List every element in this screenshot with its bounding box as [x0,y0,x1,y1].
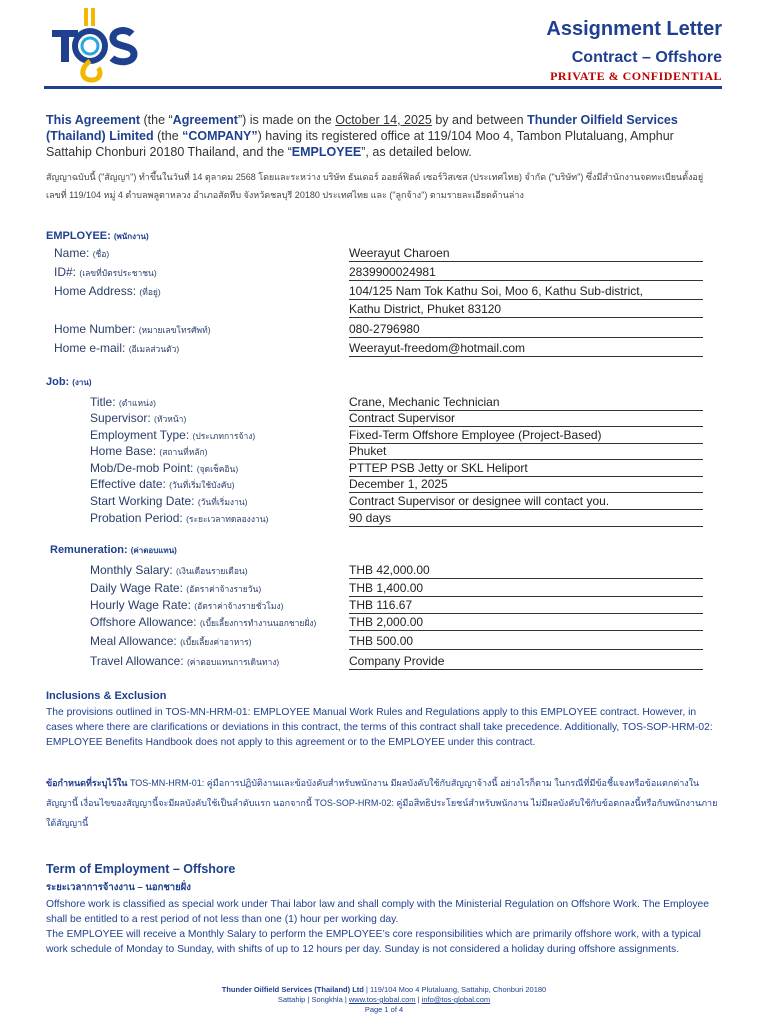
field-label [90,477,235,492]
footer-address: | 119/104 Moo 4 Plutaluang, Sattahip, Chonburi 20180 [363,985,547,994]
field-label-text: Hourly Wage Rate: [90,598,191,612]
employee-section-heading [46,230,149,243]
document-subtitle: Contract – Offshore [571,49,722,66]
company-logo [50,8,160,83]
field-label-thai: (หัวหน้า) [154,414,187,424]
intro-text: (the [153,129,183,143]
field-value: THB 1,400.00 [349,581,703,597]
footer-locations: Sattahip | Songkhla | [277,995,349,1004]
field-label-thai: (ชื่อ) [92,249,110,259]
job-section-heading [46,376,92,389]
field-label [54,246,109,261]
field-label [90,654,279,669]
field-value: 080-2796980 [349,322,703,338]
field-label-thai: (ประเภทการจ้าง) [192,431,256,441]
field-label-text: Offshore Allowance: [90,615,197,629]
field-label-text: Travel Allowance: [90,654,184,668]
field-value: Phuket [349,444,703,460]
field-label-thai: (สถานที่หลัก) [159,447,208,457]
field-label [90,395,156,410]
field-value: 90 days [349,511,703,527]
field-label-text: Home Base: [90,444,157,458]
field-label [54,284,161,299]
term-heading: Term of Employment – Offshore [46,862,236,876]
page-footer [0,985,768,1015]
footer-website-link[interactable]: www.tos-global.com [348,995,416,1004]
field-label [54,322,211,337]
confidential-label: PRIVATE & CONFIDENTIAL [550,69,722,83]
job-heading-thai: (งาน) [72,378,92,387]
field-label [90,461,238,476]
field-label [90,511,268,526]
term-paragraph-2: The EMPLOYEE will receive a Monthly Salary to perform the EMPLOYEE’s core responsibilities which are primarily offshore work, with a typical work schedule of Monday to Sunday, with shifts of up to 12 hours per day. Sunday is not considered a holiday during offshore assignments. [46,929,701,955]
term-paragraph-1: Offshore work is classified as special work under Thai labor law and shall comply with the Ministerial Regulation on Offshore Work. The Employee shall be entitled to a rest period of not less than one (1) hour per working day. [46,899,709,925]
field-label-thai: (วันที่เริ่มใช้บังคับ) [169,480,235,490]
employee-alias: EMPLOYEE [291,145,362,159]
document-title: Assignment Letter [546,18,722,40]
remuneration-heading-thai: (ค่าตอบแทน) [130,546,177,555]
field-label [90,581,261,596]
field-label-thai: (ระยะเวลาทดลองงาน) [186,514,269,524]
field-label-text: Home Number: [54,322,136,336]
field-value: 104/125 Nam Tok Kathu Soi, Moo 6, Kathu Sub-district, [349,284,703,300]
intro-text: ”) is made on the [237,113,336,127]
field-label-thai: (อัตราค่าจ้างรายชั่วโมง) [194,601,284,611]
field-value-continued: Kathu District, Phuket 83120 [349,302,703,318]
field-label-thai: (อีเมลส่วนตัว) [128,344,180,354]
field-label [90,428,255,443]
intro-this-agreement: This Agreement [46,113,141,127]
field-value: Crane, Mechanic Technician [349,395,703,411]
field-label [90,444,208,459]
document-title-block [546,18,722,84]
job-heading-text: Job: [46,376,70,388]
field-label [54,265,157,280]
field-label-text: Supervisor: [90,411,151,425]
field-label [54,341,179,356]
term-body [46,897,718,957]
field-label-thai: (ค่าตอบแทนการเดินทาง) [186,657,280,667]
field-value: THB 500.00 [349,634,703,650]
field-label-thai: (เงินเดือนรายเดือน) [176,566,248,576]
logo-graphic [50,8,160,83]
agreement-intro-thai: สัญญาฉบับนี้ ("สัญญา") ทำขึ้นในวันที่ 14 ตุลาคม 2568 โดยและระหว่าง บริษัท ธันเดอร์ ออยล์ฟิลด์ เซอร์วิสเซส (ประเทศไทย) จำกัด ("บริษัท") ซึ่งมีสำนักงานจดทะเบียนตั้งอยู่เลขที่ 119/104 หมู่ 4 ตำบลพลูตาหลวง อำเภอสัตหีบ จังหวัดชลบุรี 20180 ประเทศไทย และ ("ลูกจ้าง") ตามรายละเอียดด้านล่าง [46,172,704,200]
field-label-thai: (เบี้ยเลี้ยงค่าอาหาร) [180,637,252,647]
field-label-thai: (วันที่เริ่มงาน) [197,497,248,507]
field-value: Company Provide [349,654,703,670]
field-label-text: Meal Allowance: [90,634,177,648]
field-value: 2839900024981 [349,265,703,281]
field-label-text: Home e-mail: [54,341,126,355]
field-label-thai: (ที่อยู่) [139,287,161,297]
inclusions-thai-lead: ข้อกำหนดที่ระบุไว้ใน [46,778,128,788]
field-label-thai: (จุดเช็คอิน) [196,464,239,474]
field-label-text: Probation Period: [90,511,183,525]
inclusions-heading: Inclusions & Exclusion [46,690,167,702]
field-label [90,598,283,613]
field-label-thai: (อัตราค่าจ้างรายวัน) [186,584,262,594]
field-label-thai: (หมายเลขโทรศัพท์) [138,325,211,335]
field-value: Fixed-Term Offshore Employee (Project-Based) [349,428,703,444]
field-label-text: ID#: [54,265,77,279]
field-label-text: Effective date: [90,477,166,491]
company-alias: “COMPANY” [182,129,258,143]
field-label-text: Employment Type: [90,428,190,442]
employee-heading-text: EMPLOYEE: [46,230,111,242]
field-value: PTTEP PSB Jetty or SKL Heliport [349,461,703,477]
field-label-text: Home Address: [54,284,137,298]
remuneration-heading-text: Remuneration: [50,544,128,556]
field-label-text: Title: [90,395,116,409]
field-value: Contract Supervisor [349,411,703,427]
field-value: Weerayut Charoen [349,246,703,262]
field-value: December 1, 2025 [349,477,703,493]
field-label-text: Monthly Salary: [90,563,173,577]
footer-separator: | [415,995,422,1004]
field-value: Weerayut-freedom@hotmail.com [349,341,703,357]
field-value: THB 116.67 [349,598,703,614]
remuneration-section-heading [50,544,177,557]
footer-contact-line [0,995,768,1005]
employee-heading-thai: (พนักงาน) [113,232,149,241]
footer-email-link[interactable]: info@tos-global.com [421,995,491,1004]
field-label-text: Start Working Date: [90,494,195,508]
intro-text: ”, as detailed below. [361,145,472,159]
header-divider [44,86,722,89]
field-label [90,634,252,649]
term-heading-thai: ระยะเวลาการจ้างงาน – นอกชายฝั่ง [46,882,191,893]
intro-text: (the “ [140,113,173,127]
field-label [90,494,247,509]
footer-company: Thunder Oilfield Services (Thailand) Ltd [221,985,364,994]
field-value: THB 42,000.00 [349,563,703,579]
intro-text: ) having its registered office at 119/104 Moo 4, Tambon Plutaluang, Amphur Sattahip Chonburi 20180 Thailand, and the “ [46,129,674,159]
agreement-intro [46,112,716,160]
field-label-thai: (เลขที่บัตรประชาชน) [79,268,157,278]
field-label [90,563,248,578]
field-label-thai: (ตำแหน่ง) [118,398,156,408]
intro-agreement-term: Agreement [172,113,238,127]
field-label-thai: (เบี้ยเลี้ยงการทำงานนอกชายฝั่ง) [199,618,317,628]
inclusions-body: The provisions outlined in TOS-MN-HRM-01: EMPLOYEE Manual Work Rules and Regulations apply to this EMPLOYEE contract. However, in cases where there are clarifications or deviations in this contract, the terms of this contract shall take precedence. Additionally, TOS-SOP-HRM-02: EMPLOYEE Benefits Handbook does not apply to this agreement or to the EMPLOYEE under this contract. [46,707,713,748]
agreement-date: October 14, 2025 [335,113,432,127]
field-value: Contract Supervisor or designee will contact you. [349,494,703,510]
footer-address-line [0,985,768,995]
field-label-text: Name: [54,246,90,260]
field-label [90,615,316,630]
field-label [90,411,186,426]
page-number: Page 1 of 4 [364,1005,404,1014]
inclusions-thai [46,773,718,833]
company-name: Thunder Oilfield Services (Thailand) Limited [46,113,678,143]
intro-text: by and between [431,113,528,127]
field-label-text: Mob/De-mob Point: [90,461,194,475]
inclusions-thai-text: TOS-MN-HRM-01: คู่มือการปฏิบัติงานและข้อบังคับสำหรับพนักงาน มีผลบังคับใช้กับสัญญาจ้างนี้ อย่างไรก็ตาม ในกรณีที่มีข้อชี้แจงหรือข้อแตกต่างในสัญญานี้ เงื่อนไขของสัญญานี้จะมีผลบังคับใช้เป็นลำดับแรก นอกจากนี้ TOS-SOP-HRM-02: คู่มือสิทธิประโยชน์สำหรับพนักงาน ไม่มีผลบังคับใช้กับข้อตกลงนี้หรือกับพนักงานภายใต้สัญญานี้ [46,778,718,828]
field-label-text: Daily Wage Rate: [90,581,183,595]
field-value: THB 2,000.00 [349,615,703,631]
